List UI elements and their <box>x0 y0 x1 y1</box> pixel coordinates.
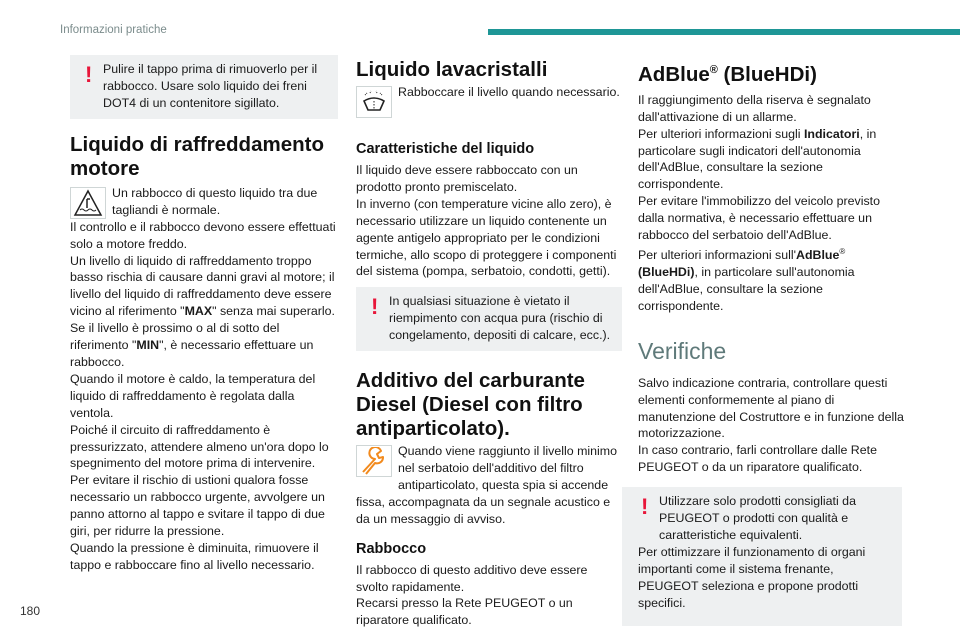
paragraph: Se il livello è prossimo o al di sotto del riferimento "MIN", è necessario effettuare un rabbocco. <box>70 321 314 369</box>
warning-text: In qualsiasi situazione è vietato il riempimento con acqua pura (rischio di congelamento, depositi di calcare, ecc.). <box>389 294 611 343</box>
paragraph: Per evitare l'immobilizzo del veicolo previsto dalla normativa, è necessario effettuare un rabbocco del serbatoio dell'AdBlue. <box>638 194 881 243</box>
paragraph: Per evitare il rischio di ustioni qualora fosse necessario un rabbocco urgente, avvolgere un panno attorno al tappo e svitare il tappo di due giri, per ridurre la pressione. <box>70 473 325 539</box>
warning-text: Pulire il tappo prima di rimuoverlo per il rabbocco. Usare solo liquido dei freni DOT4 di un contenitore sigillato. <box>103 62 318 110</box>
paragraph: In caso contrario, farli controllare dalle Rete PEUGEOT o da un riparatore qualificato. <box>638 443 877 475</box>
right-column <box>638 58 904 626</box>
section-title: Verifiche <box>638 337 727 364</box>
warning-box <box>70 55 338 119</box>
section-title: AdBlue® (BlueHDi) <box>638 62 817 86</box>
page-number: 180 <box>20 604 41 618</box>
middle-column <box>356 58 622 629</box>
subsection-title: Rabbocco <box>356 540 427 557</box>
wrench-warning-icon <box>356 445 392 477</box>
section-header: Informazioni pratiche <box>60 24 167 36</box>
section-title: Liquido di raffreddamento motore <box>70 132 324 180</box>
windscreen-washer-icon <box>356 86 392 118</box>
subsection-title: Caratteristiche del liquido <box>356 141 535 157</box>
warning-text: Utilizzare solo prodotti consigliati da PEUGEOT o prodotti con qualità e caratteristiche equivalenti. <box>659 494 856 542</box>
paragraph: Quando il motore è caldo, la temperatura del liquido di raffreddamento è regolata dalla ventola. <box>70 371 316 420</box>
intro-text: Rabboccare il livello quando necessario. <box>398 85 620 99</box>
left-column <box>70 55 338 574</box>
paragraph: Il controllo e il rabbocco devono essere effettuati solo a motore freddo. <box>70 219 336 251</box>
section-title: Liquido lavacristalli <box>356 58 548 81</box>
paragraph: Per ulteriori informazioni sull'AdBlue® (BlueHDi), in particolare sull'autonomia dell'AdBlue, consultare la sezione corrispondente. <box>638 246 855 313</box>
warning-box <box>356 287 622 351</box>
paragraph: Poiché il circuito di raffreddamento è pressurizzato, attendere almeno un'ora dopo lo spegnimento del motore prima di intervenire. <box>70 422 329 471</box>
warning-box <box>622 487 902 625</box>
intro-text: Quando viene raggiunto il livello minimo nel serbatoio dell'additivo del filtro antiparticolato, questa spia si accende fissa, accompagnata da un segnale acustico e da un messaggio di avviso. <box>356 444 618 526</box>
paragraph: Salvo indicazione contraria, controllare questi elementi conformemente al piano di manutenzione del Costruttore e in funzione della motorizzazione. <box>638 375 904 441</box>
paragraph: Il liquido deve essere rabboccato con un prodotto pronto premiscelato. <box>356 163 578 194</box>
warning-icon: ! <box>85 62 93 87</box>
paragraph: In inverno (con temperature vicine allo zero), è necessario utilizzare un liquido contenente un agente antigelo appropriato per le condizioni termiche, allo scopo di proteggere i componenti del sistema (pompa, serbatoio, condotti, getti). <box>356 196 617 279</box>
paragraph: Quando la pressione è diminuita, rimuovere il tappo e rabboccare fino al livello necessario. <box>70 540 319 572</box>
paragraph: Recarsi presso la Rete PEUGEOT o un riparatore qualificato. <box>356 596 573 628</box>
paragraph: Il rabbocco di questo additivo deve essere svolto rapidamente. <box>356 562 588 594</box>
paragraph: Per ulteriori informazioni sugli Indicatori, in particolare sugli indicatori dell'autonomia dell'AdBlue, consultare la sezione corrispondente. <box>638 126 877 192</box>
intro-text: Un rabbocco di questo liquido tra due tagliandi è normale. <box>112 185 318 217</box>
warning-icon: ! <box>371 294 379 320</box>
header-accent-bar <box>488 29 960 35</box>
warning-icon: ! <box>641 494 649 520</box>
section-title: Additivo del carburante Diesel (Diesel con filtro antiparticolato). <box>356 369 585 441</box>
warning-text: Per ottimizzare il funzionamento di organi importanti come il sistema frenante, PEUGEOT seleziona e propone prodotti specifici. <box>638 544 866 610</box>
paragraph: Un livello di liquido di raffreddamento troppo basso rischia di causare danni gravi al motore; il livello del liquido di raffreddamento deve essere vicino al riferimento "MAX" senza mai superarlo. <box>70 253 335 319</box>
coolant-temperature-icon <box>70 187 106 219</box>
paragraph: Il raggiungimento della riserva è segnalato dall'attivazione di un allarme. <box>638 92 871 124</box>
